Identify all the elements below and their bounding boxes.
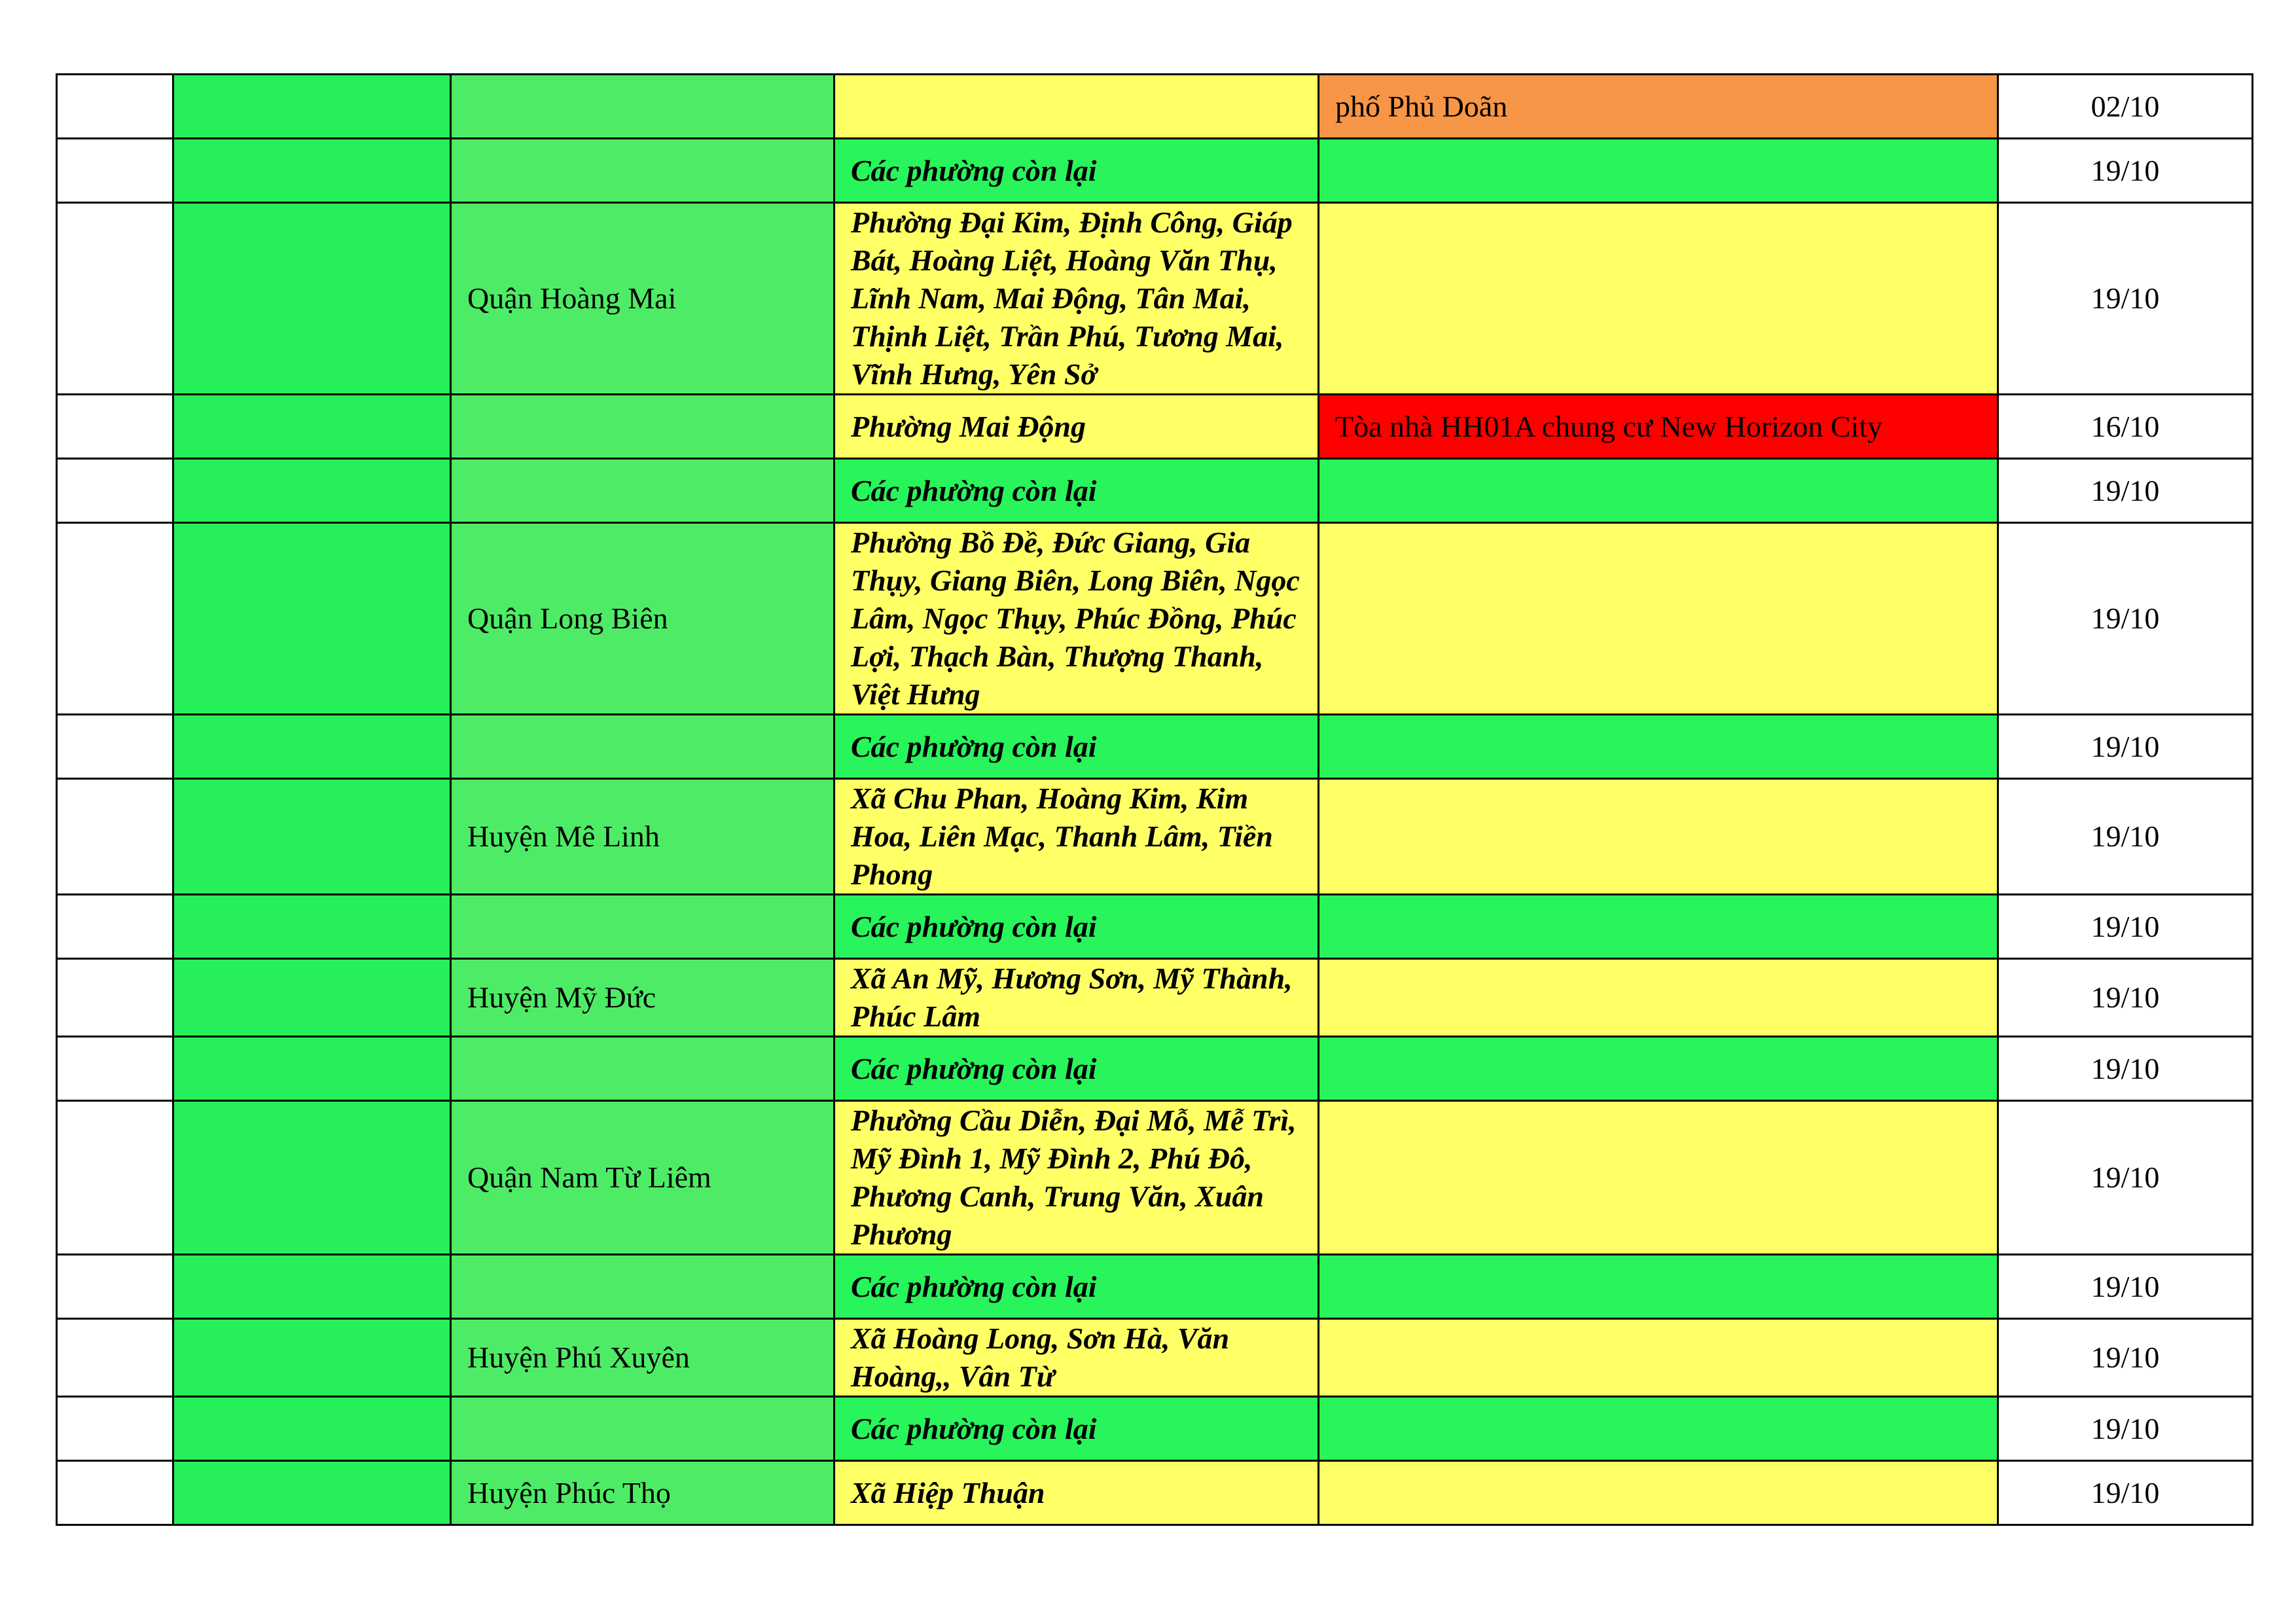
stt-cell: [57, 959, 173, 1037]
ward-cell: Các phường còn lại: [834, 1037, 1319, 1101]
district-cell: Huyện Mỹ Đức: [451, 959, 834, 1037]
province-cell: [173, 715, 451, 779]
location-cell: [1319, 1461, 1998, 1525]
risk-level-table: [56, 73, 2253, 1526]
stt-cell: [57, 779, 173, 895]
date-cell: 19/10: [1998, 1101, 2253, 1255]
ward-cell: Các phường còn lại: [834, 715, 1319, 779]
district-cell: Quận Hoàng Mai: [451, 203, 834, 395]
stt-cell: [57, 1101, 173, 1255]
ward-cell: Phường Mai Động: [834, 395, 1319, 459]
province-cell: [173, 203, 451, 395]
location-cell: [1319, 203, 1998, 395]
table-row: [57, 523, 2253, 715]
location-cell: phố Phủ Doãn: [1319, 75, 1998, 139]
district-cell: [451, 395, 834, 459]
table-body: [57, 75, 2253, 1525]
ward-cell: Các phường còn lại: [834, 459, 1319, 523]
date-cell: 19/10: [1998, 1397, 2253, 1461]
date-cell: 19/10: [1998, 523, 2253, 715]
district-cell: [451, 1037, 834, 1101]
province-cell: [173, 395, 451, 459]
district-cell: Huyện Phúc Thọ: [451, 1461, 834, 1525]
location-cell: [1319, 1037, 1998, 1101]
district-cell: [451, 715, 834, 779]
location-cell: [1319, 1101, 1998, 1255]
stt-cell: [57, 1037, 173, 1101]
stt-cell: [57, 459, 173, 523]
province-cell: [173, 779, 451, 895]
table-row: [57, 203, 2253, 395]
district-cell: Huyện Phú Xuyên: [451, 1319, 834, 1397]
table-row: [57, 715, 2253, 779]
district-cell: [451, 75, 834, 139]
date-cell: 19/10: [1998, 1037, 2253, 1101]
ward-cell: Phường Đại Kim, Định Công, Giáp Bát, Hoàng Liệt, Hoàng Văn Thụ, Lĩnh Nam, Mai Động, Tân Mai, Thịnh Liệt, Trần Phú, Tương Mai, Vĩnh Hưng, Yên Sở: [834, 203, 1319, 395]
location-cell: [1319, 1319, 1998, 1397]
ward-cell: Xã Hoàng Long, Sơn Hà, Văn Hoàng,, Vân Từ: [834, 1319, 1319, 1397]
date-cell: 19/10: [1998, 1319, 2253, 1397]
province-cell: [173, 1319, 451, 1397]
stt-cell: [57, 75, 173, 139]
province-cell: [173, 1037, 451, 1101]
location-cell: [1319, 959, 1998, 1037]
date-cell: 19/10: [1998, 203, 2253, 395]
date-cell: 19/10: [1998, 895, 2253, 959]
province-cell: [173, 895, 451, 959]
location-cell: [1319, 895, 1998, 959]
ward-cell: Phường Bồ Đề, Đức Giang, Gia Thụy, Giang Biên, Long Biên, Ngọc Lâm, Ngọc Thụy, Phúc Đồng, Phúc Lợi, Thạch Bàn, Thượng Thanh, Việt Hưng: [834, 523, 1319, 715]
district-cell: Quận Nam Từ Liêm: [451, 1101, 834, 1255]
province-cell: [173, 523, 451, 715]
province-cell: [173, 959, 451, 1037]
ward-cell: Xã Hiệp Thuận: [834, 1461, 1319, 1525]
district-cell: [451, 1255, 834, 1319]
stt-cell: [57, 395, 173, 459]
stt-cell: [57, 203, 173, 395]
district-cell: Quận Long Biên: [451, 523, 834, 715]
date-cell: 19/10: [1998, 139, 2253, 203]
province-cell: [173, 1397, 451, 1461]
location-cell: [1319, 1255, 1998, 1319]
province-cell: [173, 1461, 451, 1525]
district-cell: [451, 459, 834, 523]
stt-cell: [57, 1319, 173, 1397]
location-cell: [1319, 139, 1998, 203]
ward-cell: [834, 75, 1319, 139]
date-cell: 19/10: [1998, 1461, 2253, 1525]
ward-cell: Xã Chu Phan, Hoàng Kim, Kim Hoa, Liên Mạc, Thanh Lâm, Tiền Phong: [834, 779, 1319, 895]
table-row: [57, 1397, 2253, 1461]
stt-cell: [57, 523, 173, 715]
location-cell: [1319, 459, 1998, 523]
date-cell: 16/10: [1998, 395, 2253, 459]
table-row: [57, 1461, 2253, 1525]
ward-cell: Các phường còn lại: [834, 1397, 1319, 1461]
date-cell: 19/10: [1998, 959, 2253, 1037]
table-row: [57, 459, 2253, 523]
province-cell: [173, 459, 451, 523]
stt-cell: [57, 895, 173, 959]
date-cell: 19/10: [1998, 779, 2253, 895]
province-cell: [173, 1101, 451, 1255]
location-cell: [1319, 523, 1998, 715]
stt-cell: [57, 715, 173, 779]
date-cell: 02/10: [1998, 75, 2253, 139]
district-cell: [451, 895, 834, 959]
table-row: [57, 779, 2253, 895]
district-cell: Huyện Mê Linh: [451, 779, 834, 895]
table-row: [57, 1319, 2253, 1397]
province-cell: [173, 75, 451, 139]
table-row: [57, 1037, 2253, 1101]
table-row: [57, 1101, 2253, 1255]
table-row: [57, 75, 2253, 139]
location-cell: [1319, 715, 1998, 779]
date-cell: 19/10: [1998, 1255, 2253, 1319]
ward-cell: Xã An Mỹ, Hương Sơn, Mỹ Thành, Phúc Lâm: [834, 959, 1319, 1037]
location-cell: Tòa nhà HH01A chung cư New Horizon City: [1319, 395, 1998, 459]
table-row: [57, 959, 2253, 1037]
ward-cell: Các phường còn lại: [834, 895, 1319, 959]
province-cell: [173, 1255, 451, 1319]
stt-cell: [57, 139, 173, 203]
stt-cell: [57, 1461, 173, 1525]
location-cell: [1319, 1397, 1998, 1461]
district-cell: [451, 1397, 834, 1461]
district-cell: [451, 139, 834, 203]
stt-cell: [57, 1397, 173, 1461]
table-row: [57, 395, 2253, 459]
ward-cell: Các phường còn lại: [834, 1255, 1319, 1319]
stt-cell: [57, 1255, 173, 1319]
ward-cell: Phường Cầu Diễn, Đại Mỗ, Mễ Trì, Mỹ Đình 1, Mỹ Đình 2, Phú Đô, Phương Canh, Trung Văn, Xuân Phương: [834, 1101, 1319, 1255]
location-cell: [1319, 779, 1998, 895]
table-row: [57, 1255, 2253, 1319]
ward-cell: Các phường còn lại: [834, 139, 1319, 203]
date-cell: 19/10: [1998, 715, 2253, 779]
province-cell: [173, 139, 451, 203]
table-row: [57, 895, 2253, 959]
table-row: [57, 139, 2253, 203]
date-cell: 19/10: [1998, 459, 2253, 523]
